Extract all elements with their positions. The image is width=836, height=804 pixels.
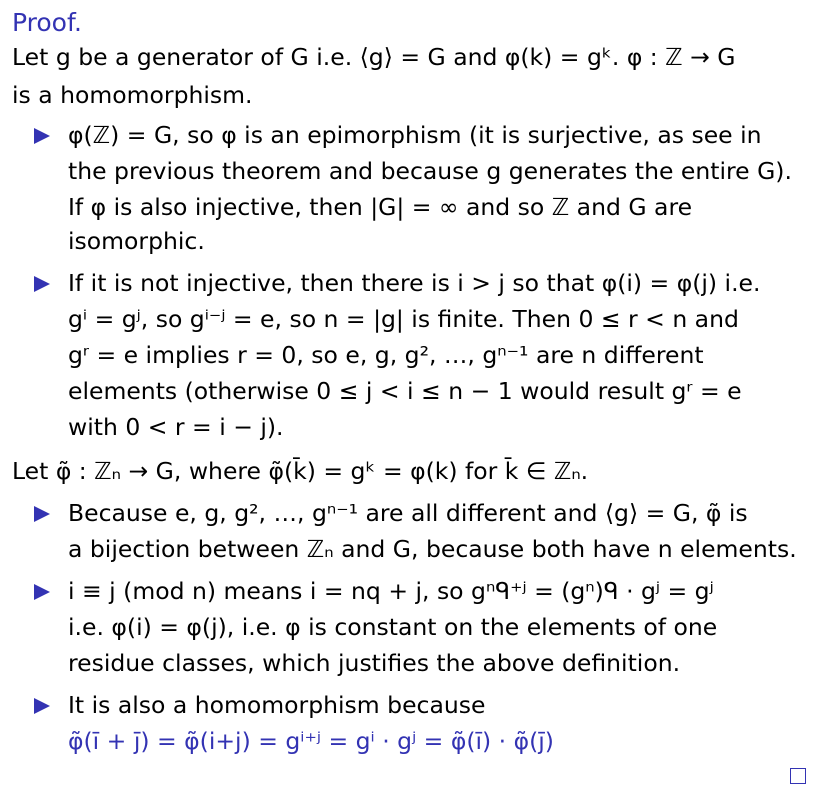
bullet-arrow-icon — [34, 584, 50, 600]
bullet5-formula: φ̃(ī + j̄) = φ̃(i+j) = gⁱ⁺ʲ = gⁱ · gʲ = φ̃(ī) · φ̃(j̄) — [68, 727, 554, 755]
bullet-arrow-icon — [34, 128, 50, 144]
bullet4-line-1: i ≡ j (mod n) means i = nq + j, so gⁿᑫ⁺ʲ = (gⁿ)ᑫ · gʲ = gʲ — [68, 577, 714, 605]
bullet-arrow-icon — [34, 698, 50, 714]
bullet1-line-2: the previous theorem and because g generates the entire G). — [68, 157, 792, 185]
bullet4-line-2: i.e. φ(i) = φ(j), i.e. φ is constant on the elements of one — [68, 613, 718, 641]
bullet3-line-1: Because e, g, g², …, gⁿ⁻¹ are all different and ⟨g⟩ = G, φ̃ is — [68, 499, 748, 527]
intro-line-1: Let g be a generator of G i.e. ⟨g⟩ = G and φ(k) = gᵏ. φ : ℤ → G — [12, 43, 736, 71]
bullet5-line-1: It is also a homomorphism because — [68, 691, 486, 719]
bullet1-line-4: isomorphic. — [68, 227, 205, 255]
definition-line: Let φ̃ : ℤₙ → G, where φ̃(k̄) = gᵏ = φ(k) for k̄ ∈ ℤₙ. — [12, 457, 589, 485]
bullet1-line-1: φ(ℤ) = G, so φ is an epimorphism (it is surjective, as see in — [68, 121, 762, 149]
qed-square-icon — [790, 768, 806, 784]
bullet1-line-3: If φ is also injective, then |G| = ∞ and so ℤ and G are — [68, 193, 693, 221]
intro-line-2: is a homomorphism. — [12, 81, 253, 109]
bullet-arrow-icon — [34, 506, 50, 522]
proof-title: Proof. — [12, 8, 82, 37]
bullet2-line-2: gⁱ = gʲ, so gⁱ⁻ʲ = e, so n = |g| is finite. Then 0 ≤ r < n and — [68, 305, 739, 333]
bullet2-line-3: gʳ = e implies r = 0, so e, g, g², …, gⁿ⁻¹ are n different — [68, 341, 704, 369]
bullet2-line-4: elements (otherwise 0 ≤ j < i ≤ n − 1 would result gʳ = e — [68, 377, 742, 405]
bullet3-line-2: a bijection between ℤₙ and G, because both have n elements. — [68, 535, 797, 563]
bullet2-line-5: with 0 < r = i − j). — [68, 413, 284, 441]
bullet-arrow-icon — [34, 276, 50, 292]
bullet4-line-3: residue classes, which justifies the above definition. — [68, 649, 681, 677]
bullet2-line-1: If it is not injective, then there is i > j so that φ(i) = φ(j) i.e. — [68, 269, 761, 297]
